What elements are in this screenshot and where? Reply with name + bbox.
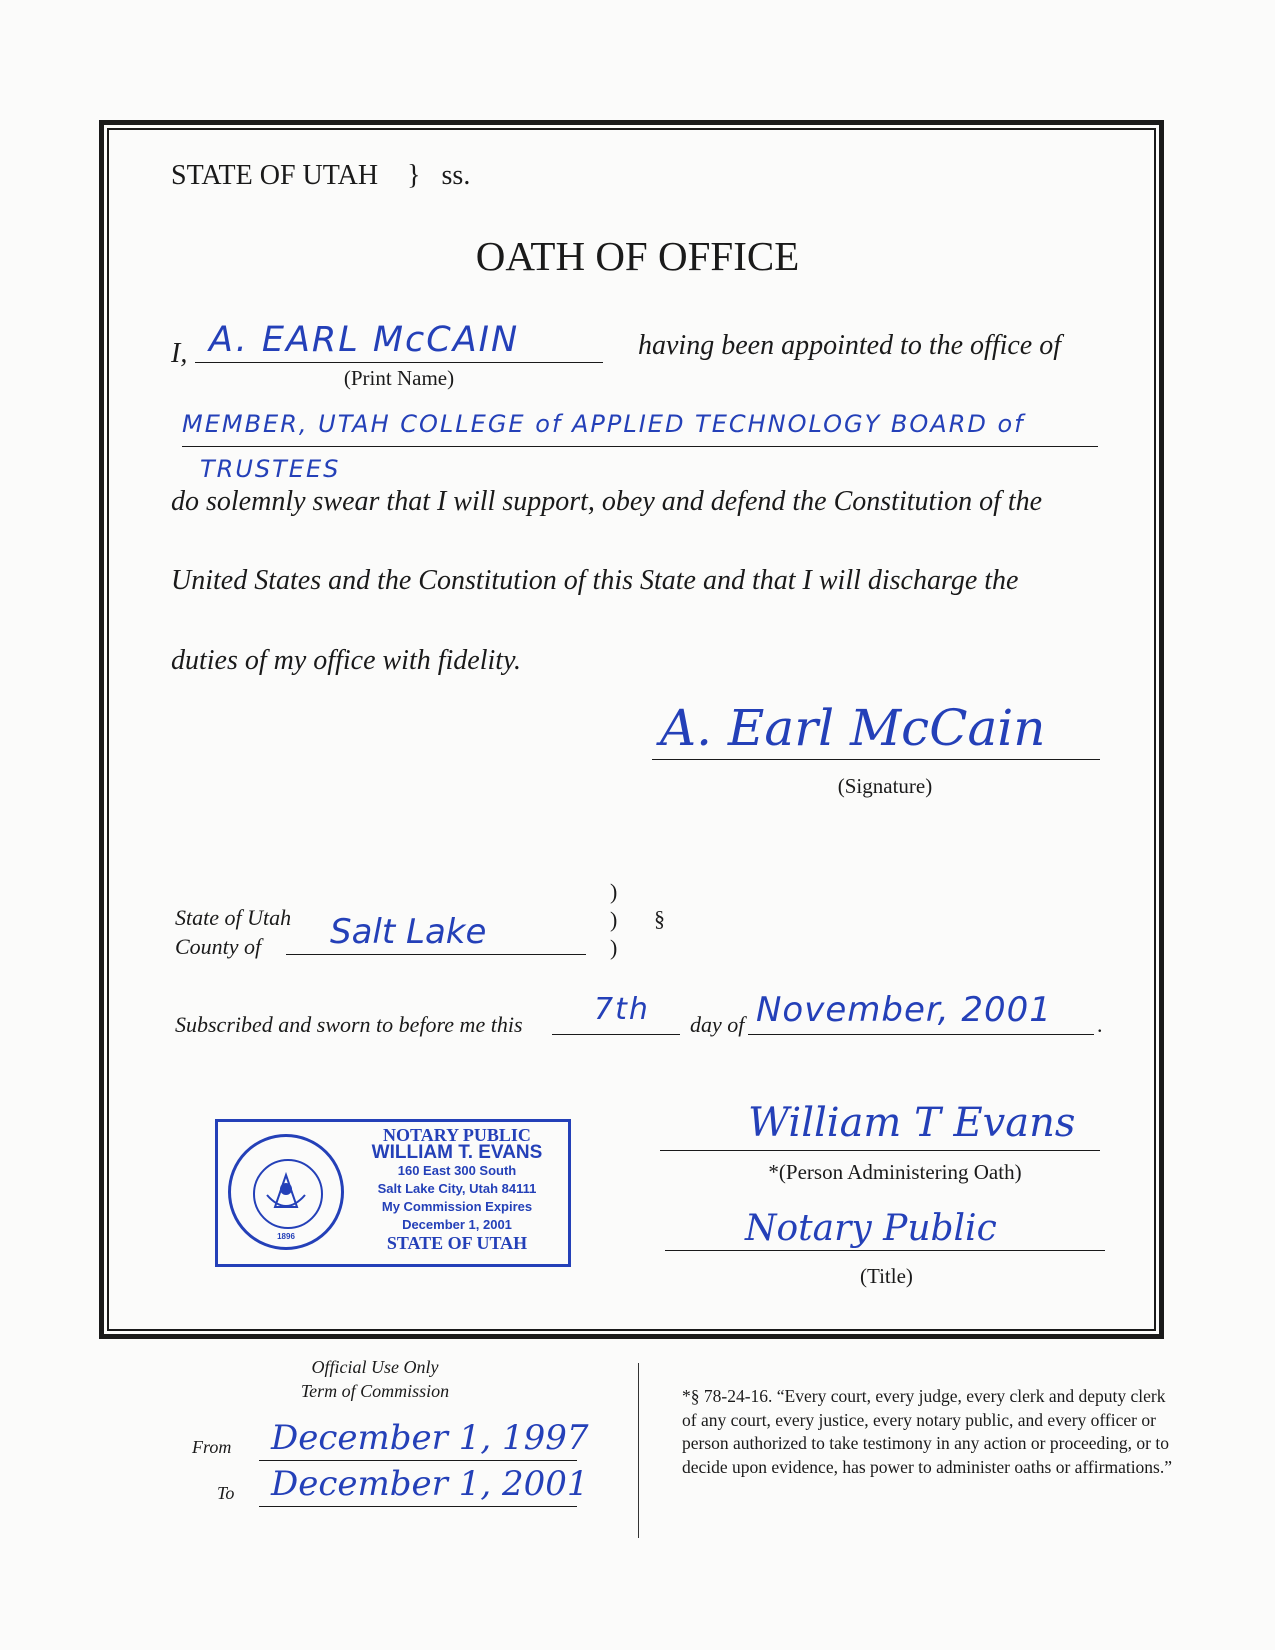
paren-3: ) bbox=[610, 935, 618, 960]
venue-county-label: County of bbox=[175, 934, 262, 959]
term-heading: Term of Commission bbox=[300, 1381, 450, 1401]
month-year-line bbox=[748, 990, 1094, 1035]
state-label: STATE OF UTAH bbox=[171, 160, 379, 191]
stamp-text-block bbox=[344, 1126, 570, 1252]
seal-year: 1896 bbox=[277, 1232, 295, 1241]
signature-line bbox=[652, 699, 1100, 760]
section-symbol: § bbox=[654, 906, 665, 931]
title-line bbox=[665, 1208, 1105, 1251]
month-year-value: November, 2001 bbox=[756, 990, 1052, 1030]
notary-stamp bbox=[215, 1119, 571, 1267]
paren-2: ) bbox=[610, 907, 618, 932]
title-value: Notary Public bbox=[745, 1208, 997, 1249]
sworn-period: . bbox=[1097, 1012, 1103, 1037]
print-name-line bbox=[195, 318, 603, 363]
from-label: From bbox=[192, 1437, 232, 1457]
day-value: 7th bbox=[594, 992, 650, 1027]
venue-state: State of Utah bbox=[175, 905, 292, 930]
to-line bbox=[259, 1464, 589, 1507]
appointed-text: having been appointed to the office of bbox=[638, 330, 1062, 361]
office-value-line1: MEMBER, UTAH COLLEGE of APPLIED TECHNOLOGY BOARD of bbox=[182, 410, 1025, 438]
title-caption: (Title) bbox=[860, 1264, 913, 1288]
statute-footnote: *§ 78-24-16. “Every court, every judge, every clerk and deputy clerk of any court, every justice, every notary public, and every officer or person authorized to take testimony in any action or proceeding, or to decide upon evidence, has power to administer oaths or affirmations.” bbox=[682, 1386, 1173, 1477]
signature-caption: (Signature) bbox=[837, 774, 933, 798]
print-name-caption: (Print Name) bbox=[343, 366, 455, 390]
official-use-heading: Official Use Only bbox=[311, 1357, 439, 1377]
office-line bbox=[182, 408, 1098, 447]
stamp-line-1: NOTARY PUBLIC bbox=[383, 1125, 531, 1145]
footer-divider bbox=[638, 1363, 639, 1538]
to-value: December 1, 2001 bbox=[271, 1464, 589, 1504]
county-value: Salt Lake bbox=[330, 912, 487, 952]
state-header bbox=[171, 160, 470, 192]
from-line bbox=[259, 1418, 589, 1461]
ss-label: ss. bbox=[441, 160, 471, 191]
i-prefix: I, bbox=[171, 338, 188, 369]
venue-parens bbox=[610, 878, 617, 962]
county-line bbox=[286, 912, 586, 955]
day-line bbox=[552, 990, 680, 1035]
office-value-line2: TRUSTEES bbox=[200, 455, 341, 483]
document-title: OATH OF OFFICE bbox=[475, 233, 800, 279]
oath-line-2: United States and the Constitution of this State and that I will discharge the bbox=[171, 565, 1019, 596]
paren-1: ) bbox=[610, 879, 618, 904]
administrator-signature: William T Evans bbox=[748, 1100, 1076, 1146]
administrator-caption: *(Person Administering Oath) bbox=[768, 1160, 1022, 1184]
administrator-line bbox=[660, 1086, 1100, 1151]
state-seal bbox=[228, 1134, 344, 1250]
brace: } bbox=[407, 160, 421, 191]
sworn-prefix: Subscribed and sworn to before me this bbox=[175, 1012, 523, 1037]
seal-emblem-icon bbox=[231, 1137, 341, 1247]
stamp-line-3: 160 East 300 South bbox=[397, 1163, 517, 1178]
stamp-line-7: STATE OF UTAH bbox=[386, 1233, 528, 1253]
stamp-line-2: WILLIAM T. EVANS bbox=[371, 1142, 543, 1163]
print-name-value: A. EARL McCAIN bbox=[209, 320, 520, 360]
stamp-line-4: Salt Lake City, Utah 84111 bbox=[377, 1181, 537, 1196]
from-value: December 1, 1997 bbox=[271, 1418, 589, 1458]
oath-line-1: do solemnly swear that I will support, obey and defend the Constitution of the bbox=[171, 486, 1043, 517]
signature-value: A. Earl McCain bbox=[660, 699, 1046, 757]
oath-line-3: duties of my office with fidelity. bbox=[171, 645, 521, 676]
stamp-line-5: My Commission Expires bbox=[381, 1199, 533, 1214]
to-label: To bbox=[217, 1483, 235, 1503]
stamp-line-6: December 1, 2001 bbox=[402, 1217, 512, 1232]
day-of-label: day of bbox=[690, 1012, 745, 1037]
